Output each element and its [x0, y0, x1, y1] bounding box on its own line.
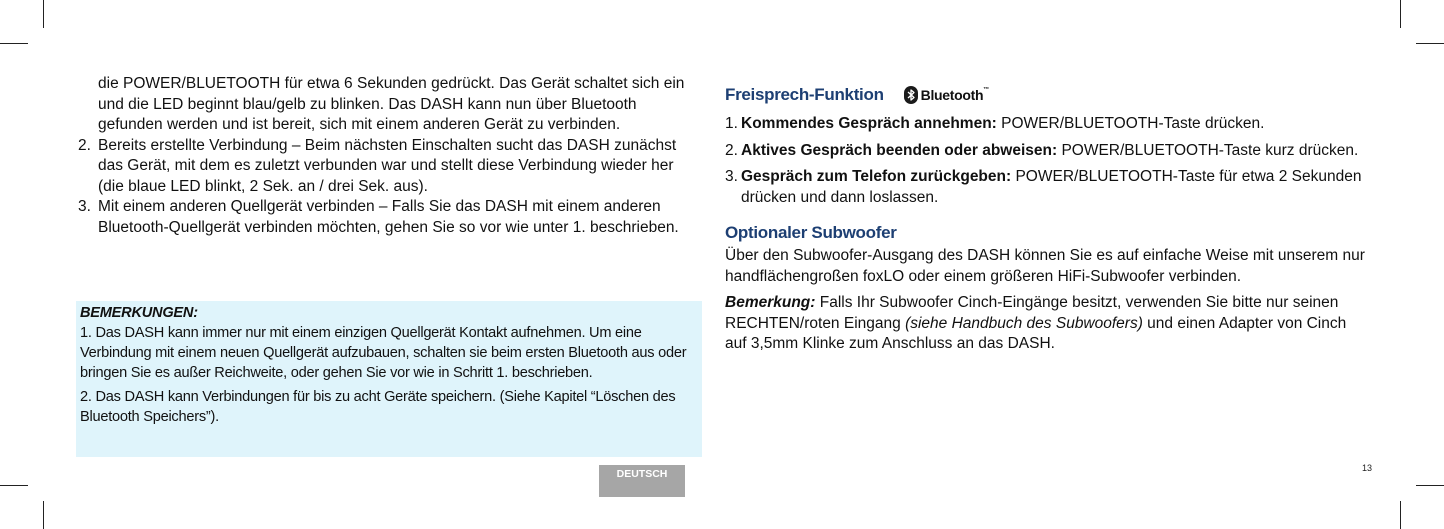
bluetooth-icon	[904, 86, 918, 104]
language-tab: DEUTSCH	[599, 465, 685, 497]
list-number: 2.	[78, 136, 91, 154]
bluetooth-wordmark: Bluetooth™	[920, 87, 989, 103]
list-text: Bereits erstellte Verbindung – Beim nächsten Einschalten sucht das DASH zunächst das Gerät, mit dem es zuletzt verbunden war und stellt diese Verbindung wieder her (die blaue LED blinkt, 2 Sek. an / drei Sek. aus).	[98, 136, 677, 195]
page-number: 13	[1362, 463, 1373, 473]
list-text: POWER/BLUETOOTH-Taste für etwa 2 Sekunden drücken und dann loslassen.	[741, 168, 1362, 206]
section-heading-row	[725, 84, 1365, 106]
section-heading: Freisprech-Funktion	[725, 85, 884, 104]
list-number: 2.	[725, 141, 738, 159]
notes-title: BEMERKUNGEN:	[80, 305, 198, 321]
list-number: 3.	[78, 198, 91, 215]
note-label: Bemerkung:	[725, 294, 816, 311]
list-item	[78, 197, 702, 238]
list-text: Mit einem anderen Quellgerät verbinden – Falls Sie das DASH mit einem anderen Bluetooth-Quellgerät verbinden möchten, gehen Sie so vor wie unter 1. beschrieben.	[98, 198, 679, 236]
subwoofer-note: Bemerkung: Falls Ihr Subwoofer Cinch-Eingänge besitzt, verwenden Sie bitte nur seinen RECHTEN/roten Eingang (siehe Handbuch des Subwoofers) und einen Adapter von Cinch auf 3,5mm Klinke zum Anschluss an das DASH.	[725, 294, 1347, 352]
crop-mark	[43, 0, 44, 28]
crop-mark	[0, 43, 28, 44]
crop-mark	[43, 501, 44, 529]
note-paragraph: 1. Das DASH kann immer nur mit einem einzigen Quellgerät Kontakt aufnehmen. Um eine Verbindung mit einem neuen Quellgerät aufzubauen, schalten sie beim ersten Bluetooth aus oder bringen Sie es außer Reichweite, oder gehen Sie vor wie in Schritt 1. beschrieben.	[80, 325, 687, 381]
crop-mark	[1416, 43, 1444, 44]
bluetooth-logo	[904, 86, 989, 104]
right-column	[725, 84, 1365, 355]
crop-mark	[1400, 501, 1401, 529]
list-number: 1.	[725, 115, 738, 132]
list-label: Gespräch zum Telefon zurückgeben:	[741, 168, 1012, 185]
crop-mark	[1400, 0, 1401, 28]
list-item	[725, 167, 1365, 208]
list-label: Kommendes Gespräch annehmen:	[741, 115, 997, 132]
list-item	[78, 136, 702, 198]
note-paragraph: 2. Das DASH kann Verbindungen für bis zu acht Geräte speichern. (Siehe Kapitel “Löschen des Bluetooth Speichers”).	[80, 389, 676, 425]
crop-mark	[0, 485, 28, 486]
subwoofer-paragraph: Über den Subwoofer-Ausgang des DASH können Sie es auf einfache Weise mit unserem nur handflächengroßen foxLO oder einem größeren HiFi-Subwoofer verbinden.	[725, 247, 1365, 285]
handsfree-list	[725, 114, 1365, 208]
list-item	[725, 114, 1365, 135]
list-text: POWER/BLUETOOTH-Taste drücken.	[996, 115, 1265, 132]
list-label: Aktives Gespräch beenden oder abweisen:	[741, 141, 1058, 159]
crop-mark	[1416, 485, 1444, 486]
list-item	[725, 141, 1365, 162]
left-column	[78, 74, 702, 238]
notes-box	[76, 301, 702, 457]
section-heading: Optionaler Subwoofer	[725, 223, 897, 242]
step-1-continuation: die POWER/BLUETOOTH für etwa 6 Sekunden gedrückt. Das Gerät schaltet sich ein und die LED beginnt blau/gelb zu blinken. Das DASH kann nun über Bluetooth gefunden werden und ist bereit, sich mit einem anderen Gerät zu verbinden.	[98, 75, 685, 133]
list-number: 3.	[725, 168, 738, 185]
list-text: POWER/BLUETOOTH-Taste kurz drücken.	[1057, 141, 1359, 159]
